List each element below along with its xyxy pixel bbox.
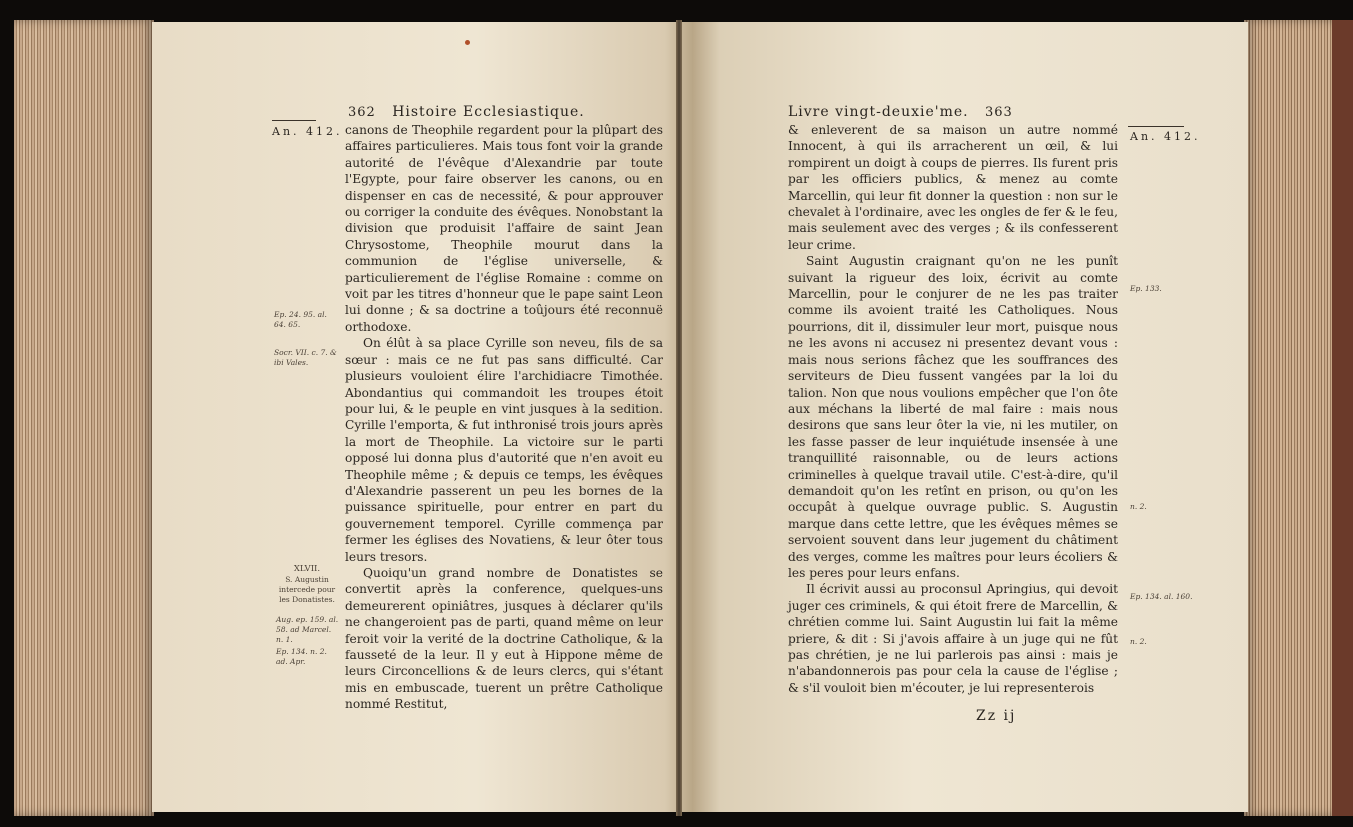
left-year-rule [272, 120, 316, 121]
margin-note-ep133: Ep. 133. [1130, 284, 1162, 293]
right-head-title: Livre vingt-deuxie'me. [788, 104, 969, 120]
left-paragraph: canons de Theophile regardent pour la plûpart des affaires particulieres. Mais tous font voir la grande autorité de l'évêque d'Alexandrie par toute l'Egypte, pour faire observer les canons, ou en dispenser en cas de necessité, & pour approuver ou corriger la conduite des évêques. Nonobstant la division que produisit l'affaire de saint Jean Chrysostome, Theophile mourut dans la communion de l'église universelle, & particulierement de l'église Romaine : comme on voit par les titres d'honneur que le pape saint Leon lui donne ; & sa doctrine a toûjours été reconnuë orthodoxe. [345, 123, 663, 334]
right-body-text [788, 122, 1118, 696]
right-page-edges [1244, 20, 1340, 816]
left-page-edges [14, 20, 154, 816]
margin-note-ep134: Ep. 134. al. 160. [1130, 592, 1193, 601]
margin-note-aug: Aug. ep. 159. al. 58. ad Marcel. n. 1. [276, 615, 339, 644]
right-year-rule [1128, 126, 1184, 127]
right-year: An. 412. [1130, 130, 1201, 143]
right-page [692, 22, 1248, 812]
book-gutter [676, 20, 682, 816]
section-number: XLVII. [293, 564, 321, 574]
right-paragraph: & enleverent de sa maison un autre nommé Innocent, à qui ils arracherent un œil, & lui rompirent un doigt à coups de pierres. Ils furent pris par les officiers publics, & menez au comte Marcellin, qui leur fit donner la question : non sur le chevalet à l'ordinaire, avec les ongles de fer & le feu, mais seulement avec des verges ; & ils confesserent leur crime. [788, 123, 1118, 252]
left-head-title: Histoire Ecclesiastique. [392, 104, 585, 120]
margin-note-ep-leon: Ep. 24. 95. al. 64. 65. [274, 310, 327, 329]
left-running-head [348, 104, 585, 120]
left-body-text [345, 122, 663, 713]
book-cover [1332, 20, 1353, 816]
ink-spot [465, 40, 470, 45]
left-page [152, 22, 692, 812]
right-page-number: 363 [984, 105, 1013, 120]
signature-mark: Zz ij [976, 708, 1017, 724]
margin-note-socrates: Socr. VII. c. 7. & ibi Vales. [274, 348, 337, 367]
margin-note-n2: n. 2. [1130, 502, 1147, 511]
right-paragraph: Il écrivit aussi au proconsul Apringius, qui devoit juger ces criminels, & qui étoit frere de Marcellin, & chrétien comme lui. Saint Augustin lui fait la même priere, & dit : Si j'avois affaire à un juge qui ne fût pas chrétien, je ne lui parlerois pas ainsi : mais je n'abandonnerois pas pour cela la cause de l'église ; & s'il vouloit bien m'écouter, je lui representerois [788, 582, 1118, 695]
section-title: S. Augustin intercede pour les Donatistes. [278, 575, 336, 604]
left-page-number: 362 [348, 105, 376, 120]
margin-note-ep-apr: Ep. 134. n. 2. ad. Apr. [276, 647, 327, 666]
left-paragraph: Quoiqu'un grand nombre de Donatistes se convertit après la conference, quelques-uns demeurerent opiniâtres, jusques à déclarer qu'ils ne changeroient pas de parti, quand même on leur feroit voir la verité de la doctrine Catholique, & la fausseté de la leur. Il y eut à Hippone même de leurs Circoncellions & de leurs clercs, qui s'étant mis en embuscade, tuerent un prêtre Catholique nommé Restitut, [345, 565, 663, 712]
left-paragraph: On élût à sa place Cyrille son neveu, fils de sa sœur : mais ce ne fut pas sans difficulté. Car plusieurs vouloient élire l'archidiacre Timothée. Abondantius qui commandoit les troupes étoit pour lui, & le peuple en vint jusques à la sedition. Cyrille l'emporta, & fut inthronisé trois jours après la mort de Theophile. La victoire sur le parti opposé lui donna plus d'autorité que n'en avoit eu Theophile même ; & depuis ce temps, les évêques d'Alexandrie passerent un peu les bornes de la puissance spirituelle, pour entrer en part du gouvernement temporel. Cyrille commença par fermer les églises des Novatiens, & leur ôter tous leurs tresors. [345, 336, 663, 564]
right-running-head [788, 104, 1013, 120]
margin-note-n2: n. 2. [1130, 637, 1147, 646]
left-year: An. 412. [272, 125, 343, 138]
right-paragraph: Saint Augustin craignant qu'on ne les punît suivant la rigueur des loix, écrivit au comte Marcellin, pour le conjurer de ne les pas traiter comme ils avoient traité les Catholiques. Nous pourrions, dit il, dissimuler leur mort, puisque nous ne les avons ni accusez ni presentez devant vous : mais nous serions fâchez que les souffrances des serviteurs de Dieu fussent vangées par la loi du talion. Non que nous voulions empêcher que l'on ôte aux méchans la liberté de mal faire : mais nous desirons que sans leur ôter la vie, ni les mutiler, on les fasse passer de leur inquiétude insensée à une tranquillité raisonnable, ou de leurs actions criminelles à quelque travail utile. C'est-à-dire, qu'il demandoit qu'on les retînt en prison, ou qu'on les occupât à quelque ouvrage public. S. Augustin marque dans cette lettre, que les évêques mêmes se servoient souvent dans leur jugement du châtiment des verges, comme les maîtres pour leurs écoliers & les peres pour leurs enfans. [788, 254, 1118, 580]
